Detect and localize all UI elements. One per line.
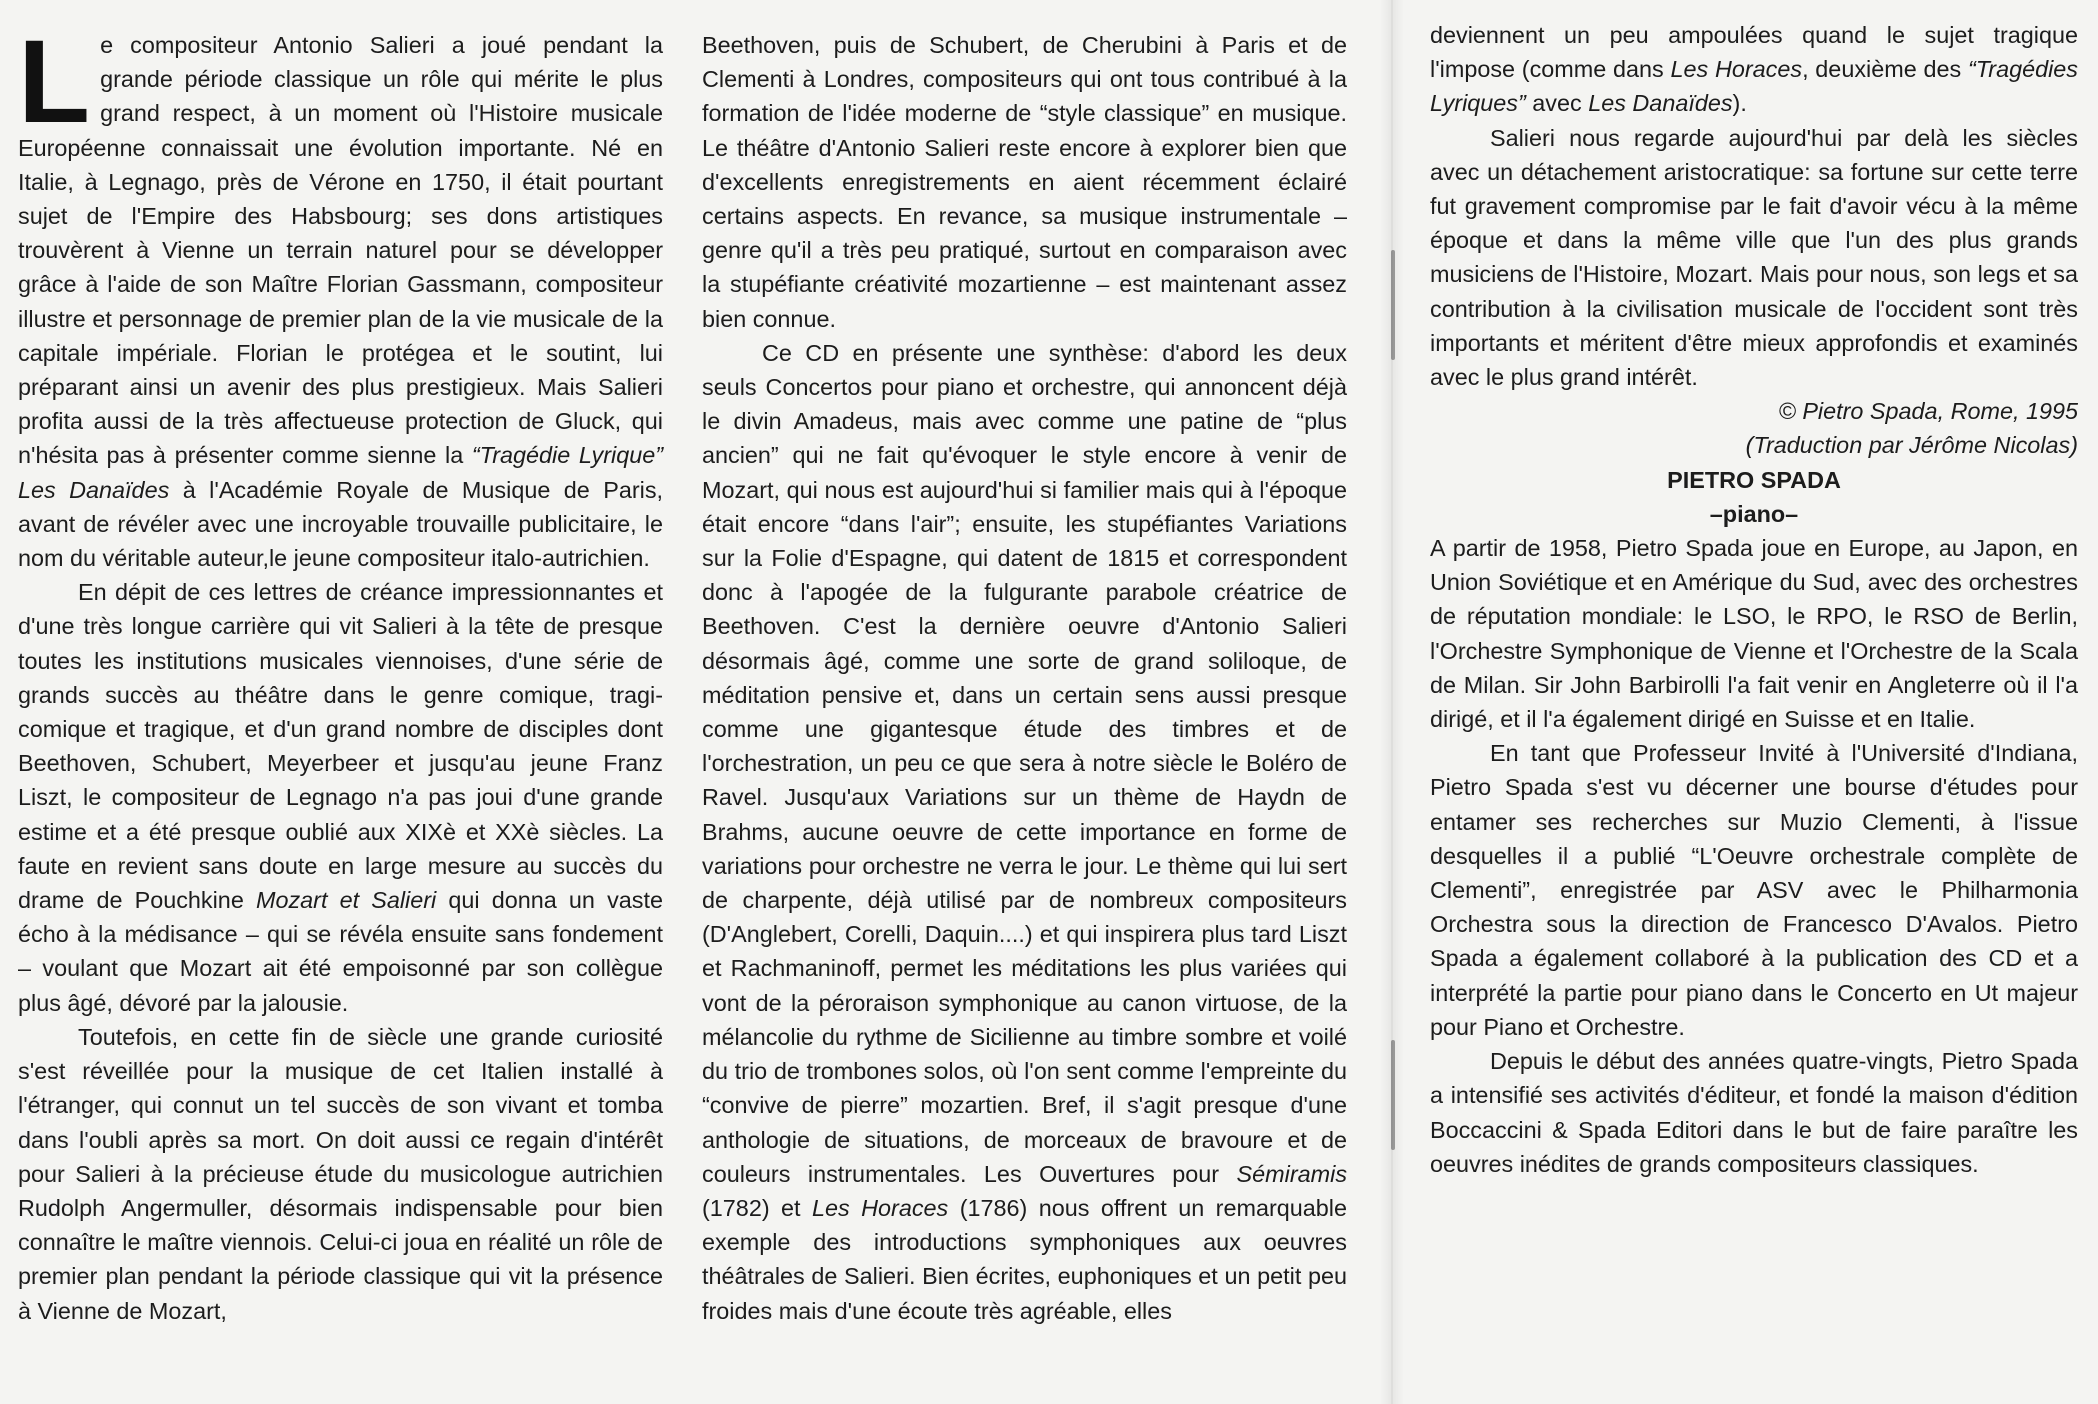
bio-paragraph-1: A partir de 1958, Pietro Spada joue en Europe, au Japon, en Union Soviétique et en Amérique du Sud, avec des orchestres de réputation mondiale: le LSO, le RPO, le RSO de Berlin, l'Orchestre Symphonique de Vienne et l'Orchestre de la Scala de Milan. Sir John Barbirolli l'a fait venir en Angleterre où il l'a dirigé, et il l'a également dirigé en Suisse et en Italie. — [1430, 535, 2078, 733]
paragraph-5-end: (1786) nous offrent un remarquable exemple des introductions symphoniques aux oeuvres théâtrales de Salieri. Bien écrites, euphoniques et un petit peu froides mais d'une écoute très agréable, elles — [702, 1194, 1347, 1324]
paragraph-6-a: deviennent un peu ampoulées quand le sujet tragique l'impose (comme dans — [1430, 22, 2078, 83]
staple-mark-bottom — [1391, 1040, 1395, 1150]
bio-subheading: –piano– — [1709, 500, 1799, 527]
paragraph-6-italic-3: Les Danaïdes — [1588, 90, 1733, 117]
paragraph-5-italic-2: Les Horaces — [812, 1194, 949, 1221]
copyright-line: © Pietro Spada, Rome, 1995 — [1778, 398, 2078, 425]
bio-paragraph-3: Depuis le début des années quatre-vingts, Pietro Spada a intensifié ses activités d'éditeur, et fondé la maison d'édition Boccaccini & Spada Editori dans le but de faire paraître les oeuvres inédites de grands compositeurs classiques. — [1430, 1048, 2078, 1177]
column-2 — [702, 28, 1347, 1328]
paragraph-6 — [1430, 18, 2078, 121]
bio-heading: PIETRO SPADA — [1667, 466, 1841, 493]
paragraph-1-end: à l'Académie Royale de Musique de Paris, avant de révéler avec une incroyable trouvaille publicitaire, le nom du véritable auteur,le jeune compositeur italo-autrichien. — [18, 476, 664, 572]
paragraph-2-end: qui donna un vaste écho à la médisance – qui se révéla ensuite sans fondement – voulant que Mozart ait été empoisonné par son collègue plus âgé, dévoré par la jalousie. — [18, 887, 663, 1016]
paragraph-5-italic-1: Sémiramis — [1236, 1160, 1348, 1187]
paragraph-7: Salieri nous regarde aujourd'hui par delà les siècles avec un détachement aristocratique: sa fortune sur cette terre fut gravement compromise par le fait d'avoir vécu à la même époque et dans la même ville que l'un des plus grands musiciens de l'Histoire, Mozart. Mais pour nous, son legs et sa contribution à la civilisation musicale de l'occident sont très importants et méritent d'être mieux approfondis et examinés avec le plus grand intérêt. — [1430, 124, 2078, 391]
bio-paragraph-2: En tant que Professeur Invité à l'Université d'Indiana, Pietro Spada s'est vu décerner une bourse d'études pour entamer ses recherches sur Muzio Clementi, à l'issue desquelles il a publié “L'Oeuvre orchestrale complète de Clementi”, enregistrée par ASV avec le Philharmonia Orchestra sous la direction de Francesco D'Avalos. Pietro Spada a également collaboré à la publication des CD et a interprété la partie pour piano dans le Concerto en Ut majeur pour Piano et Orchestre. — [1430, 740, 2078, 1040]
paragraph-2-italic: Mozart et Salieri — [255, 887, 437, 914]
paragraph-2-text: En dépit de ces lettres de créance impressionnantes et d'une très longue carrière qui vit Salieri à la tête de presque toutes les institutions musicales viennoises, d'une série de grands succès au théâtre dans le genre comique, tragi-comique et tragique, et d'un grand nombre de disciples dont Beethoven, Schubert, Meyerbeer et jusqu'au jeune Franz Liszt, le compositeur de Legnago n'a pas joui d'une grande estime et a été presque oublié aux XIXè et XXè siècles. La faute en revient sans doute en large mesure au succès du drame de Pouchkine — [18, 579, 663, 914]
paragraph-1-text: e compositeur Antonio Salieri a joué pendant la grande période classique un rôle qui mérite le plus grand respect, à un moment où l'Histoire musicale Européenne connaissait une évolution importante. Né en Italie, à Legnago, près de Vérone en 1750, il était pourtant sujet de l'Empire des Habsbourg; ses dons artistiques trouvèrent à Vienne un terrain naturel pour se développer grâce à l'aide de son Maître Florian Gassmann, compositeur illustre et personnage de premier plan de la vie musicale de la capitale impériale. Florian le protégea et le soutint, lui préparant ainsi un avenir des plus prestigieux. Mais Salieri profita aussi de la très affectueuse protection de Gluck, qui n'hésita pas à présenter comme sienne la — [18, 32, 663, 469]
paragraph-5-mid: (1782) et — [702, 1194, 801, 1221]
column-1 — [18, 16, 664, 1328]
translation-credit: (Traduction par Jérôme Nicolas) — [1745, 432, 2078, 459]
paragraph-6-c: avec — [1532, 90, 1582, 117]
paragraph-5 — [702, 336, 1347, 1328]
paragraph-6-b: , deuxième des — [1802, 56, 1962, 83]
paragraph-3: Toutefois, en cette fin de siècle une grande curiosité s'est réveillée pour la musique de cet Italien installé à l'étranger, qui connut un tel succès de son vivant et tomba dans l'oubli après sa mort. On doit aussi ce regain d'intérêt pour Salieri à la précieuse étude du musicologue autrichien Rudolph Angermuller, désormais indispensable pour bien connaître le maître viennois. Celui-ci joua en réalité un rôle de premier plan pendant la période classique qui vit la présence à Vienne de Mozart, — [18, 1023, 663, 1324]
paragraph-1-italic: “Tragédie Lyrique” Les Danaïdes — [18, 442, 664, 503]
paragraph-4: Beethoven, puis de Schubert, de Cherubini à Paris et de Clementi à Londres, compositeurs qui ont tous contribué à la formation de l'idée moderne de “style classique” en musique. Le théâtre d'Antonio Salieri reste encore à explorer bien que d'excellents enregistrements en aient récemment éclairé certains aspects. En revance, sa musique instrumentale – genre qu'il a très peu pratiqué, surtout en comparaison avec la stupéfiante créativité mozartienne – est maintenant assez bien connue. — [702, 32, 1347, 332]
paragraph-6-italic-1: Les Horaces — [1670, 56, 1803, 83]
page-fold — [1380, 0, 1404, 1404]
paragraph-6-d: ). — [1732, 90, 1747, 117]
paragraph-5-text: Ce CD en présente une synthèse: d'abord les deux seuls Concertos pour piano et orchestre, qui annoncent déjà le divin Amadeus, mais avec comme une patine de “plus ancien” qui ne fait qu'évoquer le style encore à venir de Mozart, qui nous est aujourd'hui si familier mais qui à l'époque était encore “dans l'air”; ensuite, les stupéfiantes Variations sur la Folie d'Espagne, qui datent de 1815 et correspondent donc à l'apogée de la fulgurante parabole créatrice de Beethoven. C'est la dernière oeuvre d'Antonio Salieri désormais âgé, comme une sorte de grand soliloque, de méditation pensive et, dans un certain sens aussi presque comme une gigantesque étude des timbres et de l'orchestration, un peu ce que sera à notre siècle le Boléro de Ravel. Jusqu'aux Variations sur un thème de Haydn de Brahms, aucune oeuvre de cette importance en forme de variations pour orchestre ne verra le jour. Le thème qui lui sert de charpente, déjà utilisé par de nombreux compositeurs (D'Anglebert, Corelli, Daquin....) et qui inspirera plus tard Liszt et Rachmaninoff, permet les méditations les plus variées qui vont de la péroraison symphonique au canon virtuose, de la mélancolie du rythme de Sicilienne au timbre sombre et voilé du trio de trombones solos, où l'on sent comme l'empreinte du “convive de pierre” mozartien. Bref, il s'agit presque d'une anthologie de situations, de morceaux de bravoure et de couleurs instrumentales. Les Ouvertures pour — [702, 339, 1347, 1187]
paragraph-6-italic-2: “Tragédies Lyriques” — [1430, 56, 2079, 117]
paragraph-1 — [18, 16, 664, 575]
paragraph-2 — [18, 575, 663, 1020]
column-3 — [1430, 18, 2078, 1181]
drop-cap: L — [18, 16, 91, 148]
staple-mark-top — [1391, 250, 1395, 360]
